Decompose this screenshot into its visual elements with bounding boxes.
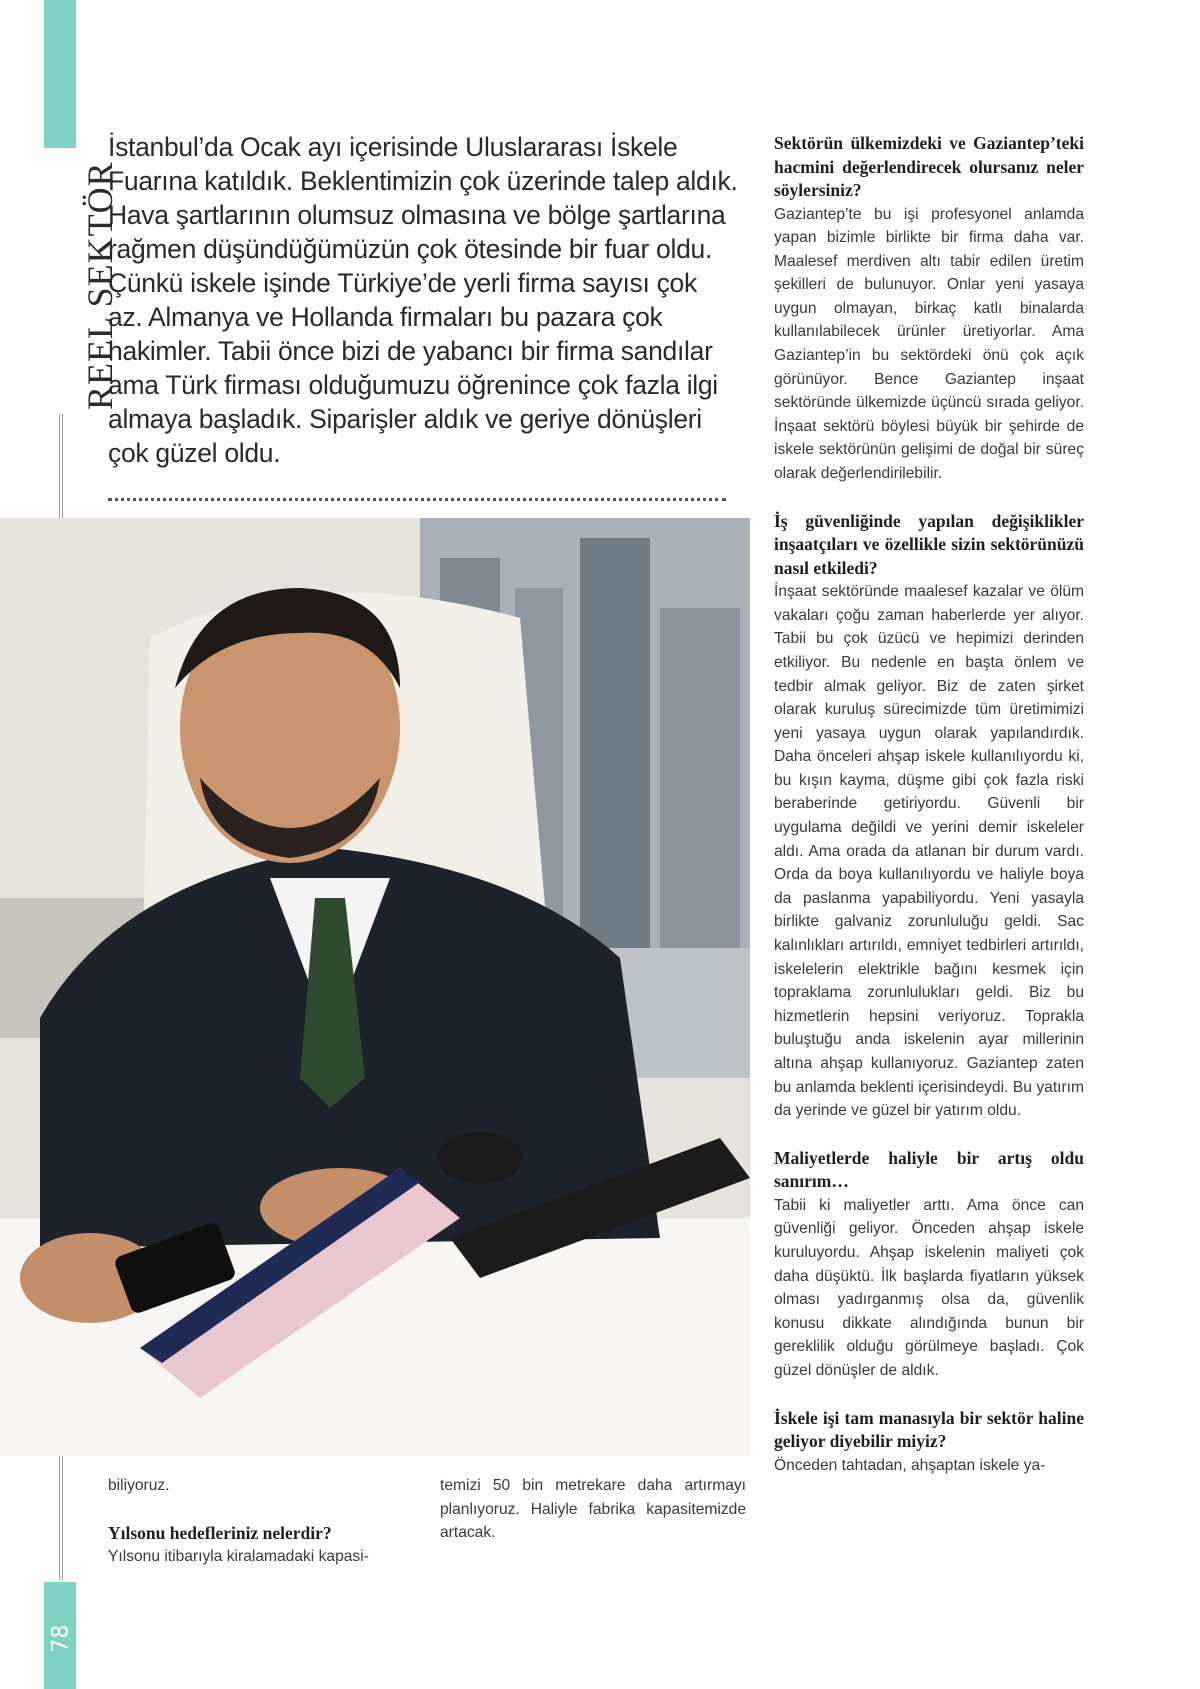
section-label: REEL SEKTÖR <box>80 161 120 410</box>
interview-question: Maliyetlerde haliyle bir artış oldu sanırım… <box>774 1147 1084 1192</box>
interview-question: Sektörün ülkemizdeki ve Gaziantep’teki hacmini değerlendirecek olursanız neler söylersiniz? <box>774 133 1084 200</box>
interview-answer: İnşaat sektöründe maalesef kazalar ve ölüm vakaları çoğu zaman haberlerde yer alıyor. Tabii bu çok üzücü ve hepimizi derinden etkiliyor. Bu nedenle en başta önlem ve tedbir almak geliyor. Biz de zaten şirket olarak kuruluş sürecimizde tüm üretimimizi yeni yasaya uygun olarak yapılandırdık. Daha önceleri ahşap iskele kullanılıyordu ki, bu kışın kayma, düşme gibi çok fazla riski beraberinde getiriyordu. Güvenli bir uygulama değildi ve yerini demir iskeleler aldı. Ama orada da atlanan bir durum vardı. Orda da boya kullanılıyordu ve haliyle boya da paslanma yapabiliyordu. Yeni yasayla birlikte galvaniz zorunluluğu geldi. Sac kalınlıkları artırıldı, emniyet tedbirleri artırıldı, iskelelerin elektrikle bağını kesmek için topraklama zorunlulukları geldi. Biz bu hizmetlerin hepsini veriyoruz. Toprakla buluştuğu anda iskelenin ayar millerinin altına ahşap kullanıyoruz. Gaziantep zaten bu anlamda beklenti içerisindeydi. Bu yatırım da yerinde ve güzel bir yatırım oldu. <box>774 583 1084 1120</box>
page-number: 78 <box>48 1624 74 1652</box>
interview-answer: Tabii ki maliyetler arttı. Ama önce can güvenliği geliyor. Önceden ahşap iskele kuruluyordu. Ahşap iskelenin maliyeti çok daha düşüktü. İlk başlarda fiyatların yüksek olması yadırganmış olsa da, güvenlik konusu dikkate alındığında bunun bir gereklilik olduğu görülmeye başladı. Çok güzel dönüşler de aldık. <box>774 1196 1084 1379</box>
interview-answer: Önceden tahtadan, ahşaptan iskele ya- <box>774 1456 1046 1474</box>
continued-text: temizi 50 bin metrekare daha artırmayı planlıyoruz. Haliyle fabrika kapasitemizde artacak. <box>440 1477 746 1542</box>
continued-text: biliyoruz. <box>108 1477 170 1494</box>
qa-block <box>774 132 1084 486</box>
bottom-middle-column <box>440 1474 746 1545</box>
interview-answer: Gaziantep’te bu işi profesyonel anlamda yapan bizimle birlikte bir firma daha var. Maalesef merdiven altı tabir edilen üretim şekilleri de bulunuyor. Onlar yeni yasaya uygun olmayan, birkaç katlı binalarda kullanılabilecek ürünler üretiyorlar. Ama Gaziantep’in bu sektördeki önü çok açık görünüyor. Bence Gaziantep inşaat sektöründe ülkemizde üçüncü sırada geliyor. İnşaat sektörü böylesi büyük bir şehirde de iskele sektörünün gelişimi de doğal bir süreç olarak değerlendirilebilir. <box>774 205 1084 483</box>
interview-question: İskele işi tam manasıyla bir sektör haline geliyor diyebilir miyiz? <box>774 1407 1084 1452</box>
interview-answer: Yılsonu itibarıyla kiralamadaki kapasi- <box>108 1548 369 1566</box>
qa-block <box>774 1147 1084 1383</box>
interview-question: Yılsonu hedefleriniz nelerdir? <box>108 1522 332 1543</box>
dotted-divider <box>108 498 726 501</box>
brand-label: BOSS <box>82 61 117 156</box>
bottom-left-column <box>108 1474 420 1569</box>
intro-paragraph: İstanbul’da Ocak ayı içerisinde Uluslararası İskele Fuarına katıldık. Beklentimizin çok üzerinde talep aldık. Hava şartlarının olumsuz olmasına ve bölge şartlarına rağmen düşündüğümüzün çok ötesinde bir fuar oldu. Çünkü iskele işinde Türkiye’de yerli firma sayısı çok az. Almanya ve Hollanda firmaları bu pazara çok hakimler. Tabii önce bizi de yabancı bir firma sandılar ama Türk firması olduğumuzu öğrenince çok fazla ilgi almaya başladık. Siparişler aldık ve geriye dönüşleri çok güzel oldu. <box>108 132 738 468</box>
right-column <box>774 132 1084 1477</box>
spine-accent-top <box>44 0 76 148</box>
portrait-illustration <box>0 518 750 1456</box>
qa-block <box>774 510 1084 1123</box>
qa-block <box>774 1407 1084 1478</box>
portrait-photo <box>0 518 750 1456</box>
interview-question: İş güvenliğinde yapılan değişiklikler inşaatçıları ve özellikle sizin sektörünüzü nasıl etkiledi? <box>774 510 1084 578</box>
